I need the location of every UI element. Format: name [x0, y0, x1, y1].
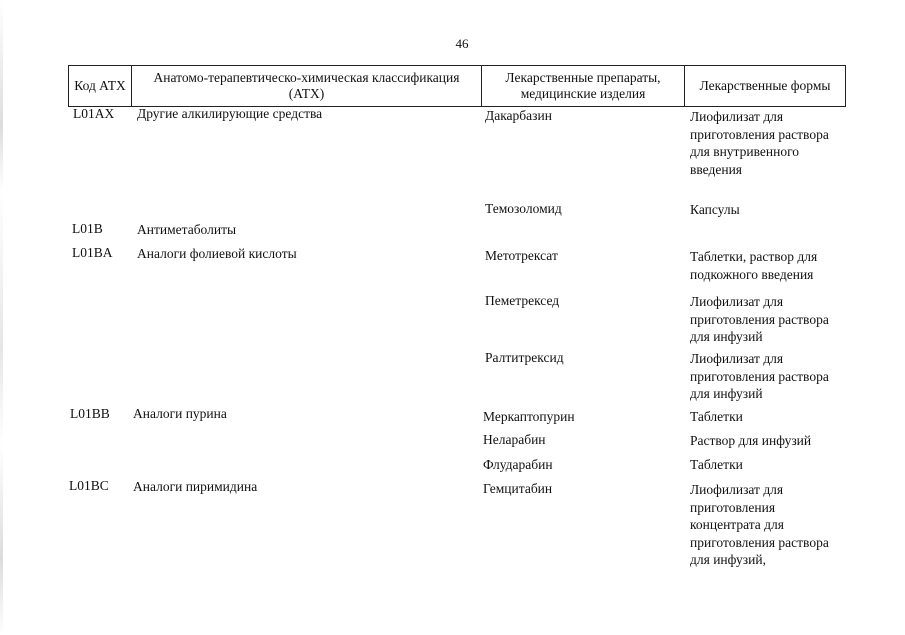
dosage-form: Лиофилизат для приготовления раствора для внутривенного введения — [690, 109, 829, 177]
atc-classification: Другие алкилирующие средства — [137, 106, 323, 121]
dosage-form: Таблетки, раствор для подкожного введения — [690, 249, 818, 282]
atc-code: L01AX — [73, 106, 115, 121]
header-atc-classification: Анатомо-терапевтическо-химическая классификация (АТХ) — [132, 66, 482, 106]
dosage-form: Лиофилизат для приготовления раствора для инфузий — [690, 294, 829, 344]
header-atc-code: Код АТХ — [69, 66, 132, 106]
dosage-form: Таблетки — [690, 457, 743, 472]
atc-classification: Аналоги пурина — [133, 406, 227, 421]
atc-classification: Антиметаболиты — [137, 222, 237, 237]
drug-name: Темозоломид — [485, 201, 562, 216]
atc-classification: Аналоги пиримидина — [133, 479, 258, 494]
drug-name: Пеметрексед — [485, 293, 560, 308]
dosage-form: Раствор для инфузий — [690, 433, 812, 448]
drug-name: Флударабин — [483, 457, 553, 472]
table-header — [68, 65, 846, 107]
page-number: 46 — [455, 36, 469, 51]
drug-name: Метотрексат — [485, 248, 558, 263]
atc-code: L01BC — [69, 478, 109, 493]
atc-code: L01BB — [70, 406, 110, 421]
atc-code: L01B — [72, 221, 103, 236]
scan-edge — [0, 0, 3, 635]
drug-name: Гемцитабин — [483, 481, 553, 496]
atc-classification: Аналоги фолиевой кислоты — [137, 246, 297, 261]
drug-name: Неларабин — [483, 432, 546, 447]
dosage-form: Таблетки — [690, 409, 743, 424]
header-drugs: Лекарственные препараты, медицинские изделия — [482, 66, 685, 106]
dosage-form: Капсулы — [690, 202, 740, 217]
drug-name: Меркаптопурин — [483, 409, 575, 424]
drug-name: Дакарбазин — [485, 108, 552, 123]
drug-name: Ралтитрексид — [485, 350, 564, 365]
header-dosage-forms: Лекарственные формы — [699, 78, 831, 93]
dosage-form: Лиофилизат для приготовления концентрата для приготовления раствора для инфузий, — [690, 482, 829, 567]
atc-code: L01BA — [72, 245, 113, 260]
dosage-form: Лиофилизат для приготовления раствора для инфузий — [690, 351, 829, 401]
